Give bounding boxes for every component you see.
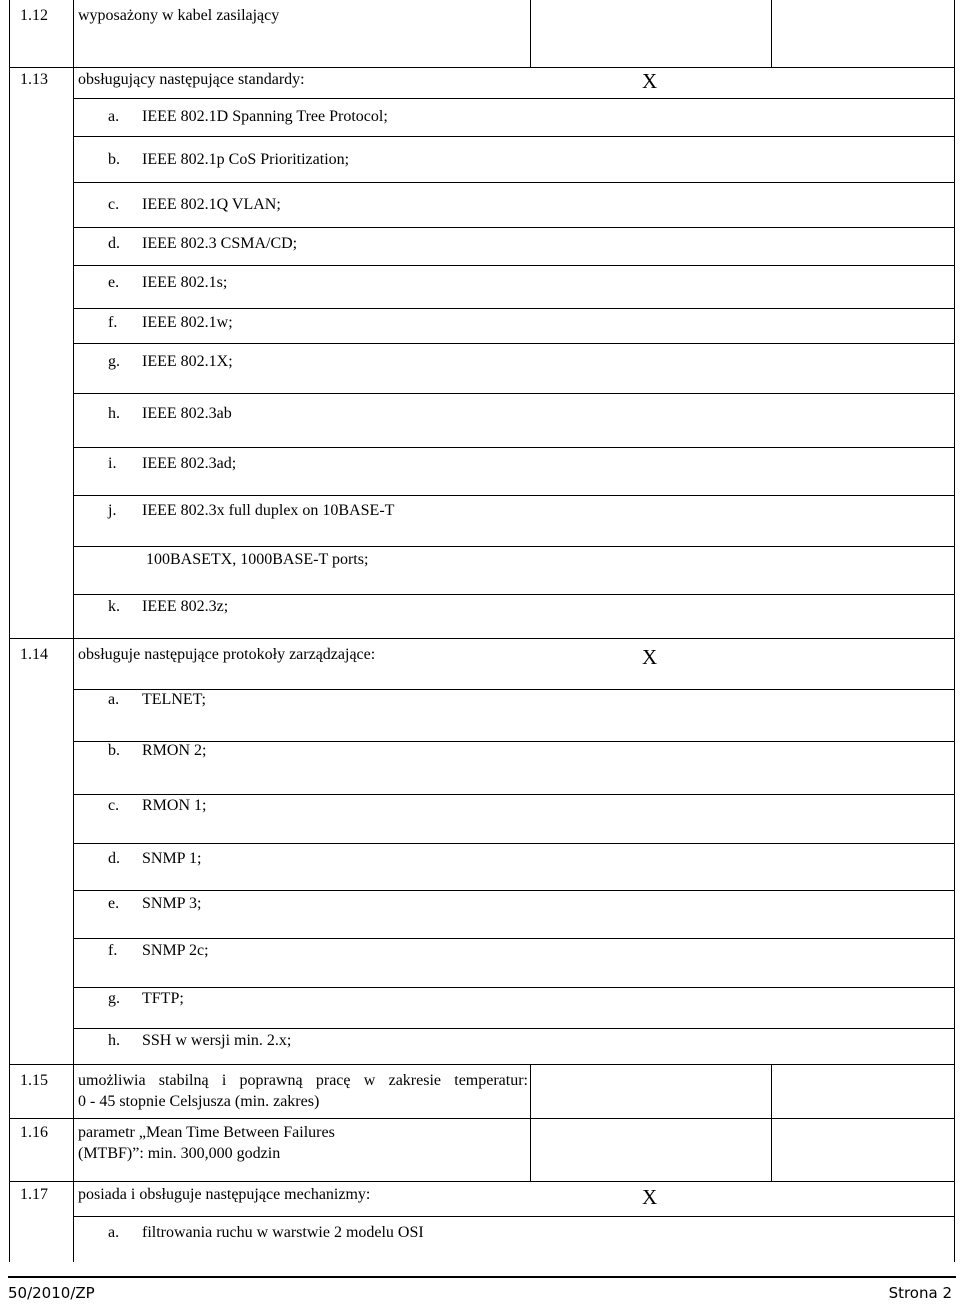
compliance-mark: X — [642, 645, 658, 669]
list-item-letter: j. — [108, 502, 117, 519]
item-divider — [73, 447, 955, 448]
list-item: TELNET; — [142, 691, 206, 708]
list-item: TFTP; — [142, 990, 184, 1007]
item-divider — [73, 843, 955, 844]
list-item: IEEE 802.3x full duplex on 10BASE-T — [142, 502, 395, 519]
list-item: SNMP 1; — [142, 850, 202, 867]
list-item: IEEE 802.1X; — [142, 353, 233, 370]
list-item-letter: d. — [108, 850, 120, 867]
list-item-letter: f. — [108, 942, 118, 959]
list-item-letter: g. — [108, 353, 120, 370]
row-number: 1.16 — [20, 1124, 48, 1141]
list-item-letter: c. — [108, 196, 120, 213]
item-divider — [73, 938, 955, 939]
item-divider — [73, 594, 955, 595]
row-divider — [9, 638, 955, 639]
row-description-line: umożliwia stabilną i poprawną pracę w zakresie temperatur: — [78, 1072, 528, 1089]
page-number: Strona 2 — [888, 1284, 952, 1302]
footer-rule — [8, 1276, 956, 1278]
list-item-letter: a. — [108, 108, 120, 125]
table-border-right — [954, 0, 955, 1262]
list-item: RMON 2; — [142, 742, 207, 759]
list-item: IEEE 802.1s; — [142, 274, 228, 291]
list-item-letter: a. — [108, 691, 120, 708]
compliance-mark: X — [642, 1185, 658, 1209]
list-item: IEEE 802.1Q VLAN; — [142, 196, 281, 213]
list-item-letter: i. — [108, 455, 117, 472]
compliance-mark: X — [642, 69, 658, 93]
list-item: IEEE 802.3z; — [142, 598, 229, 615]
row-description-line: (MTBF)”: min. 300,000 godzin — [78, 1145, 281, 1162]
list-item: IEEE 802.3ad; — [142, 455, 237, 472]
item-divider — [73, 308, 955, 309]
document-reference: 50/2010/ZP — [8, 1284, 95, 1302]
item-divider — [73, 1028, 955, 1029]
row-number: 1.17 — [20, 1186, 48, 1203]
item-divider — [73, 265, 955, 266]
row-description: wyposażony w kabel zasilający — [78, 7, 280, 24]
list-item-letter: h. — [108, 405, 120, 422]
list-item: SNMP 3; — [142, 895, 202, 912]
row-number: 1.12 — [20, 7, 48, 24]
item-divider — [73, 182, 955, 183]
column-divider — [771, 1064, 772, 1181]
list-item-letter: b. — [108, 742, 120, 759]
list-item-letter: e. — [108, 274, 120, 291]
row-description: posiada i obsługuje następujące mechanizmy: — [78, 1186, 371, 1203]
column-divider — [530, 0, 531, 67]
item-divider — [73, 343, 955, 344]
list-item-letter: b. — [108, 151, 120, 168]
column-divider — [771, 0, 772, 67]
item-divider — [73, 689, 955, 690]
list-item: SSH w wersji min. 2.x; — [142, 1032, 292, 1049]
row-description-line: 0 - 45 stopnie Celsjusza (min. zakres) — [78, 1093, 320, 1110]
list-item-letter: c. — [108, 797, 120, 814]
row-divider — [9, 1118, 955, 1119]
row-divider — [9, 1064, 955, 1065]
list-item-letter: g. — [108, 990, 120, 1007]
list-item-continuation: 100BASETX, 1000BASE-T ports; — [146, 551, 369, 568]
item-divider — [73, 890, 955, 891]
table-border-left — [9, 0, 10, 1262]
item-divider — [73, 227, 955, 228]
item-divider — [73, 136, 955, 137]
row-divider — [9, 67, 955, 68]
list-item: IEEE 802.3 CSMA/CD; — [142, 235, 298, 252]
row-description: obsługujący następujące standardy: — [78, 71, 305, 88]
list-item: IEEE 802.1D Spanning Tree Protocol; — [142, 108, 388, 125]
list-item-letter: k. — [108, 598, 120, 615]
list-item-letter: d. — [108, 235, 120, 252]
item-divider — [73, 393, 955, 394]
column-divider-number — [73, 0, 74, 1262]
row-number: 1.15 — [20, 1072, 48, 1089]
list-item: IEEE 802.1w; — [142, 314, 233, 331]
list-item-letter: f. — [108, 314, 118, 331]
list-item: SNMP 2c; — [142, 942, 209, 959]
list-item-letter: h. — [108, 1032, 120, 1049]
list-item: IEEE 802.1p CoS Prioritization; — [142, 151, 350, 168]
item-divider — [73, 1216, 955, 1217]
column-divider — [530, 1064, 531, 1181]
list-item: filtrowania ruchu w warstwie 2 modelu OSI — [142, 1224, 424, 1241]
row-divider — [9, 1181, 955, 1182]
row-description-line: parametr „Mean Time Between Failures — [78, 1124, 335, 1141]
item-divider — [73, 495, 955, 496]
list-item-letter: e. — [108, 895, 120, 912]
item-divider — [73, 794, 955, 795]
item-divider — [73, 98, 955, 99]
row-number: 1.13 — [20, 71, 48, 88]
item-divider — [73, 987, 955, 988]
list-item: RMON 1; — [142, 797, 207, 814]
list-item: IEEE 802.3ab — [142, 405, 232, 422]
row-number: 1.14 — [20, 646, 48, 663]
item-divider — [73, 546, 955, 547]
row-description: obsługuje następujące protokoły zarządzające: — [78, 646, 376, 663]
list-item-letter: a. — [108, 1224, 120, 1241]
